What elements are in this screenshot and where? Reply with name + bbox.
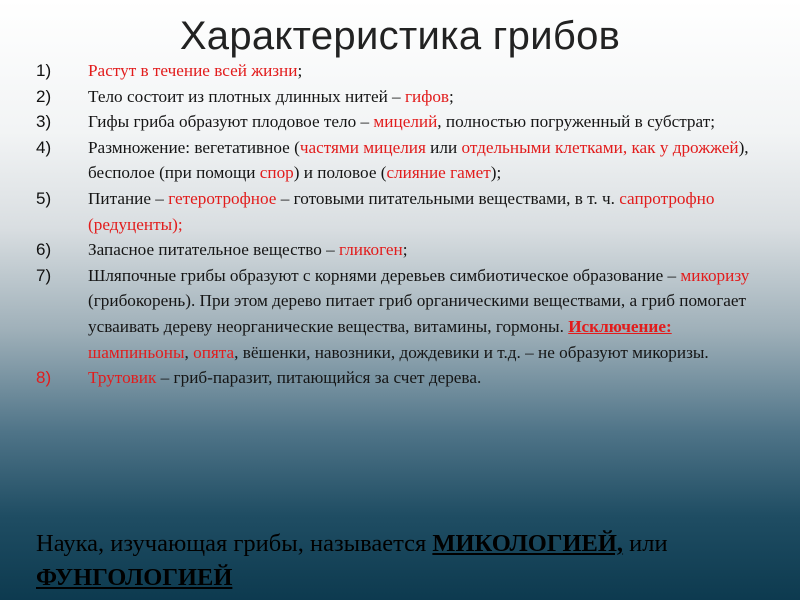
highlighted-term: Растут в течение всей жизни xyxy=(88,61,298,80)
highlighted-term: частями мицелия xyxy=(299,137,426,157)
highlighted-term: Трутовик xyxy=(88,368,157,388)
list-item xyxy=(36,263,766,365)
list-item xyxy=(36,135,766,186)
list-item xyxy=(36,237,766,263)
characteristics-list xyxy=(36,58,766,391)
list-item-number: 8) xyxy=(36,368,52,388)
list-item xyxy=(36,109,766,135)
list-item-text xyxy=(88,263,766,365)
list-item-text xyxy=(88,135,766,186)
text-segment: , полностью погруженный в субстрат; xyxy=(437,112,715,132)
highlighted-term: шампиньоны xyxy=(88,342,185,362)
list-item-text xyxy=(88,237,766,263)
text-segment: ; xyxy=(402,240,408,260)
list-item xyxy=(36,58,766,84)
list-item xyxy=(36,84,766,110)
list-item-text xyxy=(88,109,766,135)
list-item xyxy=(36,365,766,391)
footer-statement xyxy=(36,527,776,595)
list-item-text xyxy=(88,58,766,84)
list-item xyxy=(36,186,766,237)
list-item-number: 5) xyxy=(36,188,52,208)
text-segment: ; xyxy=(449,86,454,106)
list-item-number: 7) xyxy=(36,265,52,285)
highlighted-term: сапротрофно (редуценты); xyxy=(88,188,715,234)
footer-prefix: Наука, изучающая грибы, называется xyxy=(36,530,433,557)
highlighted-term: отдельными клетками, как у дрожжей xyxy=(461,137,739,157)
text-segment: Запасное питательное вещество – xyxy=(88,240,340,260)
list-item-text xyxy=(88,84,766,110)
text-segment: ); xyxy=(490,163,502,183)
footer-term-fungology: ФУНГОЛОГИЕЙ xyxy=(36,564,233,591)
text-segment: – гриб-паразит, питающийся за счет дерева. xyxy=(156,368,482,388)
list-item-text xyxy=(88,365,766,391)
list-item-text xyxy=(88,186,766,237)
text-segment: ; xyxy=(297,61,303,80)
list-item-number: 2) xyxy=(36,86,52,106)
text-segment: ) и половое ( xyxy=(293,163,387,183)
text-segment: ), бесполое (при помощи xyxy=(88,137,749,183)
text-segment: , вёшенки, навозники, дождевики и т.д. – не образуют микоризы. xyxy=(234,342,709,362)
list-item-number: 4) xyxy=(36,137,52,157)
list-item-number: 3) xyxy=(36,112,52,132)
list-item-number: 6) xyxy=(36,240,52,260)
text-segment: Размножение: вегетативное ( xyxy=(88,137,300,157)
highlighted-term: Исключение: xyxy=(568,316,672,336)
footer-middle: или xyxy=(623,530,668,557)
text-segment: – готовыми питательными веществами, в т. ч. xyxy=(276,188,620,208)
text-segment: Шляпочные грибы образуют с корнями деревьев симбиотическое образование – xyxy=(88,265,681,285)
text-segment: Гифы гриба образуют плодовое тело – xyxy=(88,112,374,132)
text-segment: Тело состоит из плотных длинных нитей – xyxy=(88,86,405,106)
text-segment: (грибокорень). При этом дерево питает гриб органическими веществами, а гриб помогает усваивать дереву неорганические вещества, витамины, гормоны. xyxy=(88,291,747,336)
highlighted-term: гетеротрофное xyxy=(168,188,277,208)
highlighted-term: мицелий xyxy=(373,112,438,132)
text-segment: , xyxy=(184,342,194,362)
highlighted-term: гифов xyxy=(404,86,450,106)
highlighted-term: слияние гамет xyxy=(386,163,491,183)
text-segment: Питание – xyxy=(88,188,169,208)
highlighted-term: микоризу xyxy=(680,265,750,285)
footer-term-mycology: МИКОЛОГИЕЙ, xyxy=(432,530,624,557)
slide-title: Характеристика грибов xyxy=(179,14,621,58)
highlighted-term: гликоген xyxy=(339,240,403,260)
list-item-number: 1) xyxy=(36,61,52,80)
text-segment: или xyxy=(425,137,462,157)
highlighted-term: опята xyxy=(193,342,235,362)
highlighted-term: спор xyxy=(259,163,294,183)
